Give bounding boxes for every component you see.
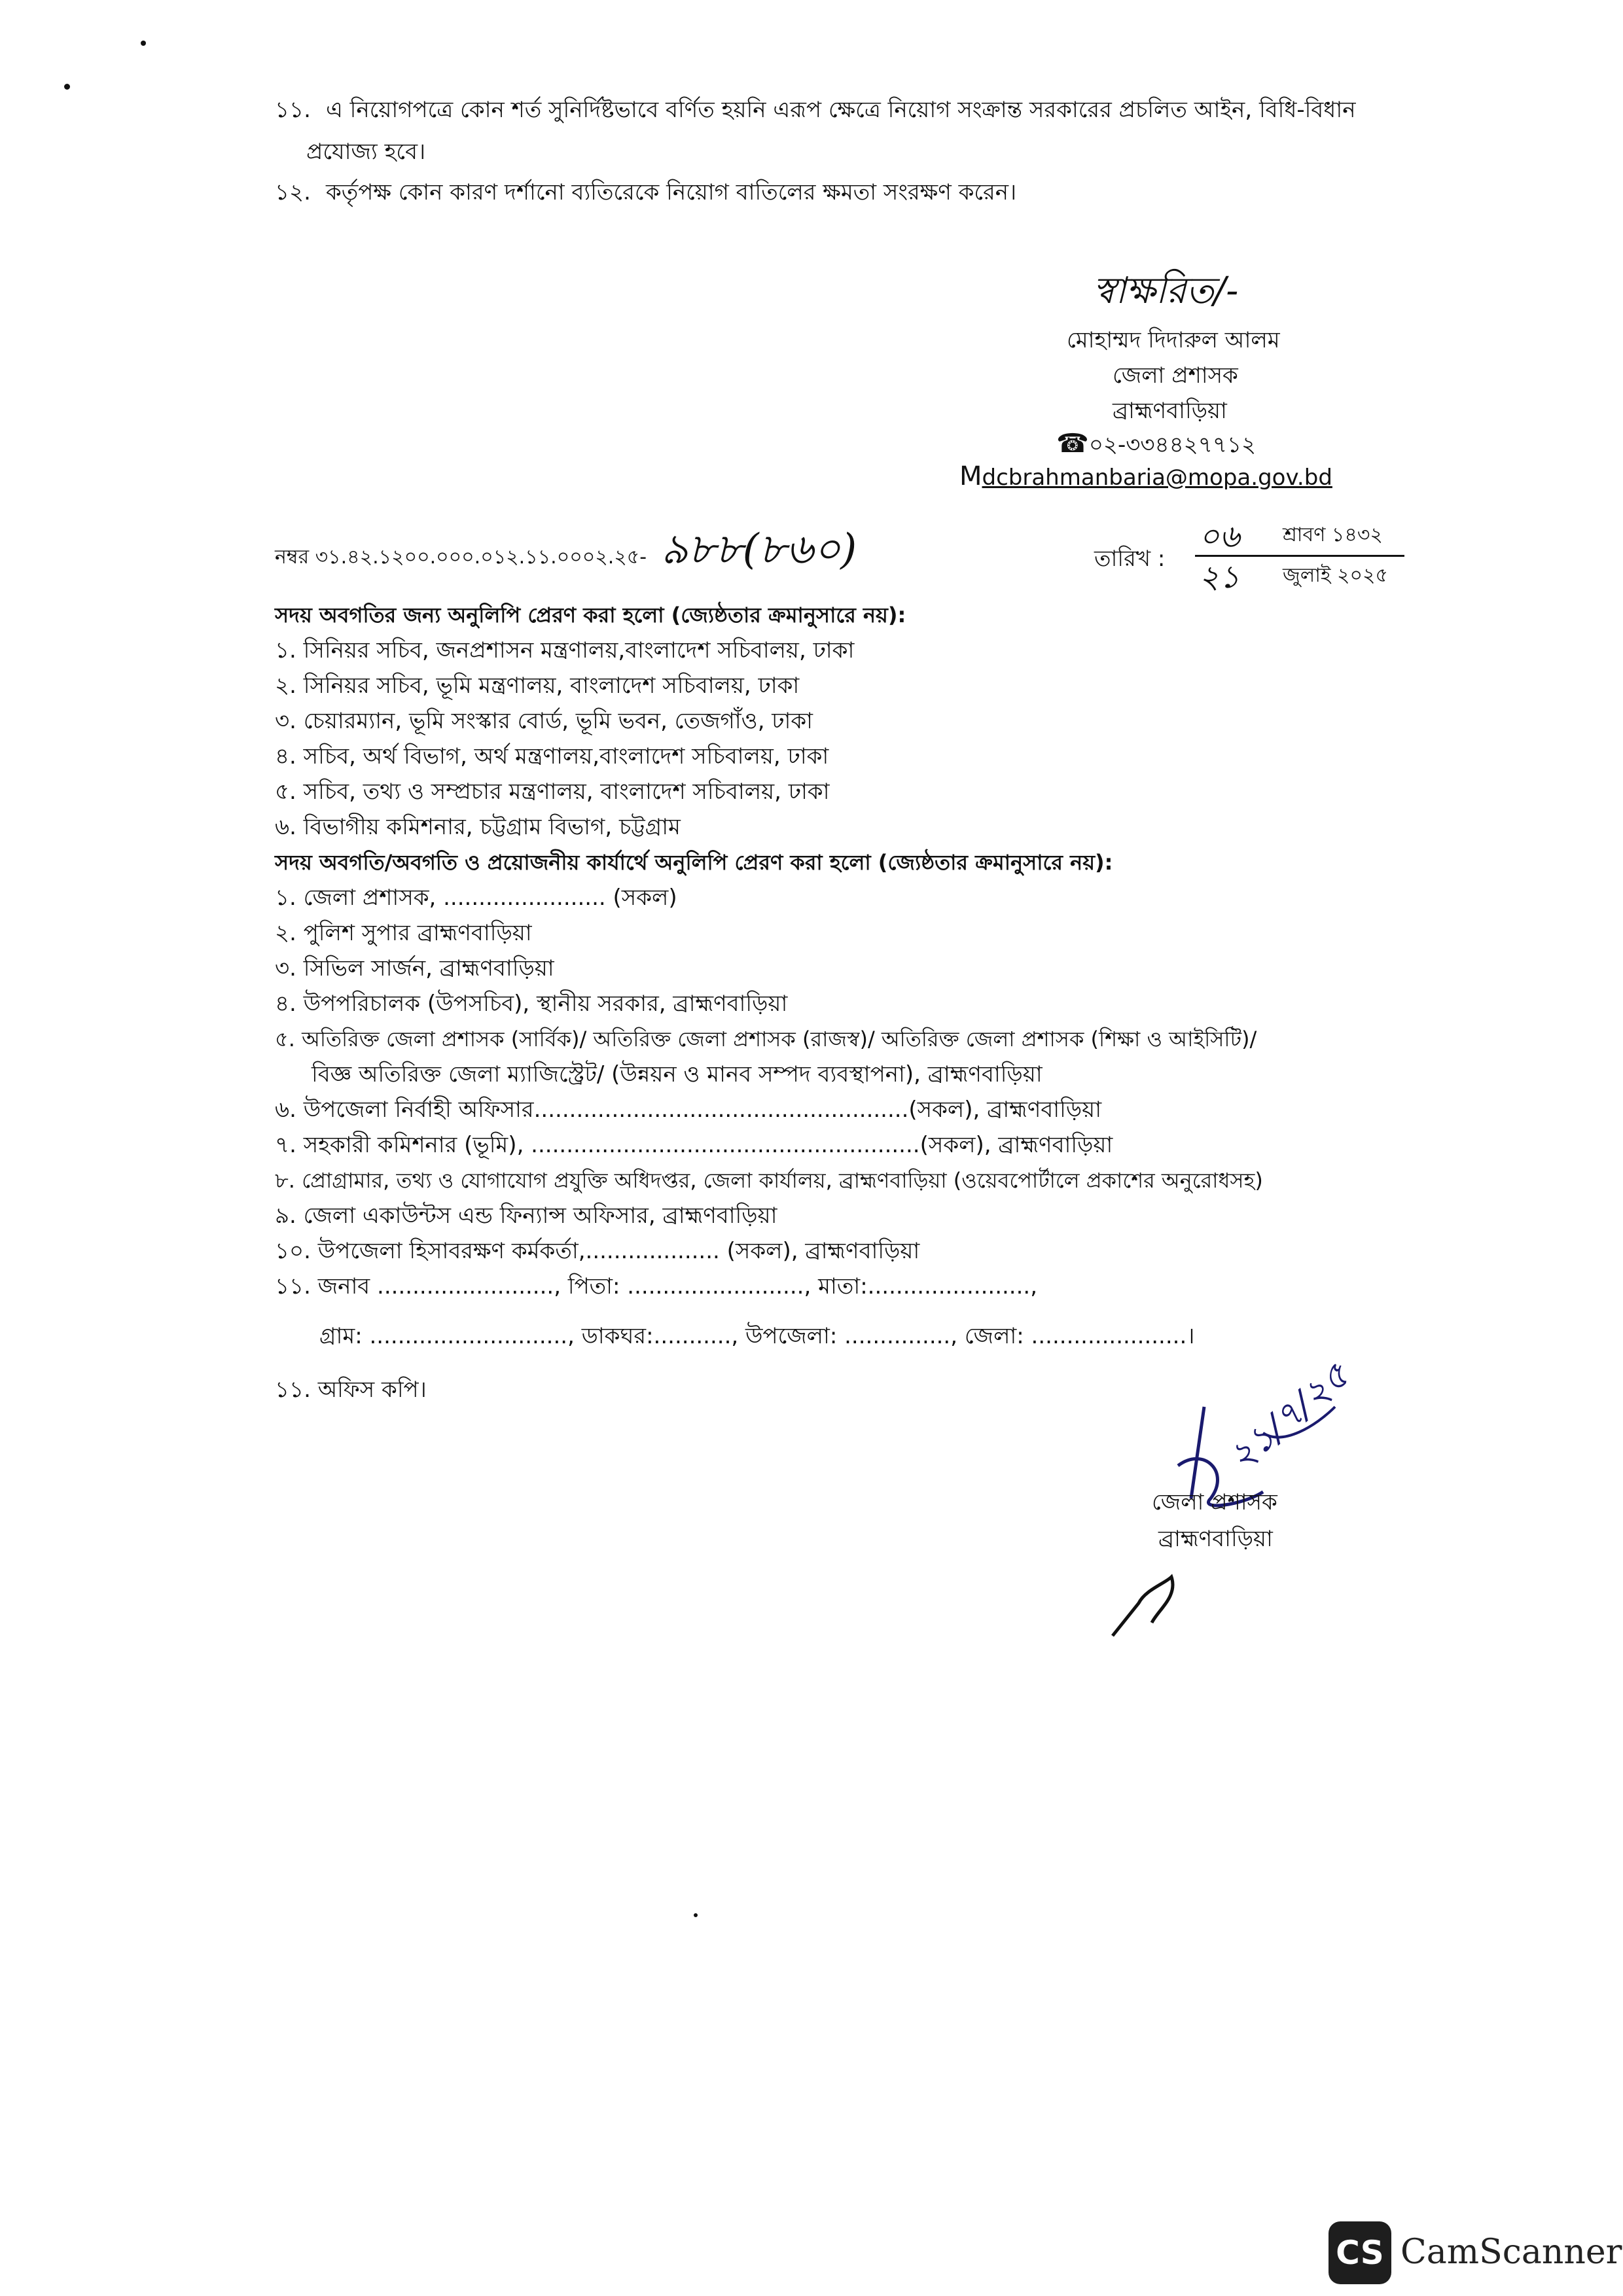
bottom-district: ব্রাহ্মণবাড়িয়া (1158, 1526, 1273, 1552)
cc-group2-item-cont: বিজ্ঞ অতিরিক্ত জেলা ম্যাজিস্ট্রেট/ (উন্নয়ন ও মানব সম্পদ ব্যবস্থাপনা), ব্রাহ্মণবাড়িয়া (312, 1061, 1043, 1087)
camscanner-logo-icon: CS (1329, 2221, 1391, 2284)
cc-group2-item: ১১. অফিস কপি। (275, 1377, 427, 1403)
clause-11-text: এ নিয়োগপত্রে কোন শর্ত সুনির্দিষ্টভাবে বর্ণিত হয়নি এরূপ ক্ষেত্রে নিয়োগ সংক্রান্ত সরকারের প্রচলিত আইন, বিধি-বিধান (326, 97, 1356, 123)
cc-group2-item: ৬. উপজেলা নির্বাহী অফিসার.....................................................(সকল), ব্রাহ্মণবাড়িয়া (275, 1097, 1102, 1123)
cc-group1-item: ১. সিনিয়র সচিব, জনপ্রশাসন মন্ত্রণালয়,বাংলাদেশ সচিবালয়, ঢাকা (275, 637, 855, 663)
date-bangla-month: শ্রাবণ ১৪৩২ (1283, 523, 1383, 546)
cc-group2-item-cont: গ্রাম: ............................, ডাকঘর:..........., উপজেলা: ..............., জেলা: ......................। (319, 1323, 1195, 1349)
signatory-phone: ০২-৩৩৪৪২৭৭১২ (1088, 432, 1257, 458)
cc-group2-item: ১. জেলা প্রশাসক, ....................... (সকল) (275, 885, 677, 911)
signatory-email-row (959, 462, 1332, 492)
date-eng-month: জুলাই ২০২৫ (1283, 564, 1389, 587)
date-divider (1195, 555, 1404, 557)
scan-dot (64, 84, 70, 90)
signatory-phone-row (1056, 429, 1256, 459)
memo-number-handwritten: ৯৮৮(৮৬০) (661, 525, 857, 574)
clause-11-number: ১১. (275, 97, 311, 123)
signatory-designation: জেলা প্রশাসক (1113, 362, 1238, 389)
bottom-handwritten-date: ২১/৭/২৫ (1220, 1354, 1358, 1479)
cc-group1-item: ৪. সচিব, অর্থ বিভাগ, অর্থ মন্ত্রণালয়,বাংলাদেশ সচিবালয়, ঢাকা (275, 743, 829, 769)
cc-group2-item: ২. পুলিশ সুপার ব্রাহ্মণবাড়িয়া (275, 920, 532, 946)
cc-group2-item: ১১. জনাব ........................., পিতা: ........................., মাতা:......................., (275, 1273, 1038, 1299)
cc-group1-heading: সদয় অবগতির জন্য অনুলিপি প্রেরণ করা হলো (জ্যেষ্ঠতার ক্রমানুসারে নয়): (275, 603, 906, 627)
signatory-email: dcbrahmanbaria@mopa.gov.bd (982, 465, 1332, 491)
cc-group2-item: ৩. সিভিল সার্জন, ব্রাহ্মণবাড়িয়া (275, 955, 554, 981)
cc-group1-item: ৬. বিভাগীয় কমিশনার, চট্টগ্রাম বিভাগ, চট্টগ্রাম (275, 814, 681, 840)
date-label: তারিখ : (1094, 546, 1166, 572)
cc-group2-item: ৭. সহকারী কমিশনার (ভূমি), .......................................................(সকল), ব্রাহ্মণবাড়িয়া (275, 1132, 1113, 1158)
clause-11-continuation: প্রযোজ্য হবে। (306, 139, 426, 165)
cc-group2-heading: সদয় অবগতি/অবগতি ও প্রয়োজনীয় কার্যার্থে অনুলিপি প্রেরণ করা হলো (জ্যেষ্ঠতার ক্রমানুসারে নয়): (275, 850, 1113, 875)
email-icon: M (959, 461, 982, 491)
memo-number: নম্বর ৩১.৪২.১২০০.০০০.০১২.১১.০০০২.২৫- (275, 546, 647, 569)
signatory-name: মোহাম্মদ দিদারুল আলম (1067, 327, 1280, 353)
date-bangla-day: ০৬ (1199, 518, 1240, 555)
phone-icon: ☎ (1056, 429, 1089, 459)
cc-group2-item: ৮. প্রোগ্রামার, তথ্য ও যোগাযোগ প্রযুক্তি অধিদপ্তর, জেলা কার্যালয়, ব্রাহ্মণবাড়িয়া (ওয়েবপোর্টালে প্রকাশের অনুরোধসহ) (275, 1168, 1263, 1193)
camscanner-label: CamScanner (1400, 2233, 1622, 2272)
cc-group2-item: ১০. উপজেলা হিসাবরক্ষণ কর্মকর্তা,................... (সকল), ব্রাহ্মণবাড়িয়া (275, 1238, 920, 1264)
cc-group2-item: ৯. জেলা একাউন্টস এন্ড ফিন্যান্স অফিসার, ব্রাহ্মণবাড়িয়া (275, 1203, 777, 1229)
cc-group1-item: ২. সিনিয়র সচিব, ভূমি মন্ত্রণালয়, বাংলাদেশ সচিবালয়, ঢাকা (275, 673, 800, 699)
signatory-district: ব্রাহ্মণবাড়িয়া (1113, 398, 1227, 424)
cc-group2-item: ৪. উপপরিচালক (উপসচিব), স্থানীয় সরকার, ব্রাহ্মণবাড়িয়া (275, 991, 788, 1017)
cc-group2-item: ৫. অতিরিক্ত জেলা প্রশাসক (সার্বিক)/ অতিরিক্ত জেলা প্রশাসক (রাজস্ব)/ অতিরিক্ত জেলা প্রশাসক (শিক্ষা ও আইসিটি)/ (275, 1027, 1257, 1051)
date-eng-day: ২১ (1199, 559, 1240, 595)
scan-dot (694, 1913, 698, 1917)
cc-group1-item: ৫. সচিব, তথ্য ও সম্প্রচার মন্ত্রণালয়, বাংলাদেশ সচিবালয়, ঢাকা (275, 779, 830, 805)
signed-mark: স্বাক্ষরিত/- (1093, 270, 1239, 312)
bottom-designation: জেলা প্রশাসক (1152, 1489, 1277, 1515)
scan-dot (141, 41, 146, 46)
clause-12-text: কর্তৃপক্ষ কোন কারণ দর্শানো ব্যতিরেকে নিয়োগ বাতিলের ক্ষমতা সংরক্ষণ করেন। (326, 179, 1017, 205)
cc-group1-item: ৩. চেয়ারম্যান, ভূমি সংস্কার বোর্ড, ভূমি ভবন, তেজগাঁও, ঢাকা (275, 708, 813, 734)
initials-mark (1099, 1551, 1204, 1649)
clause-12-number: ১২. (275, 179, 311, 205)
